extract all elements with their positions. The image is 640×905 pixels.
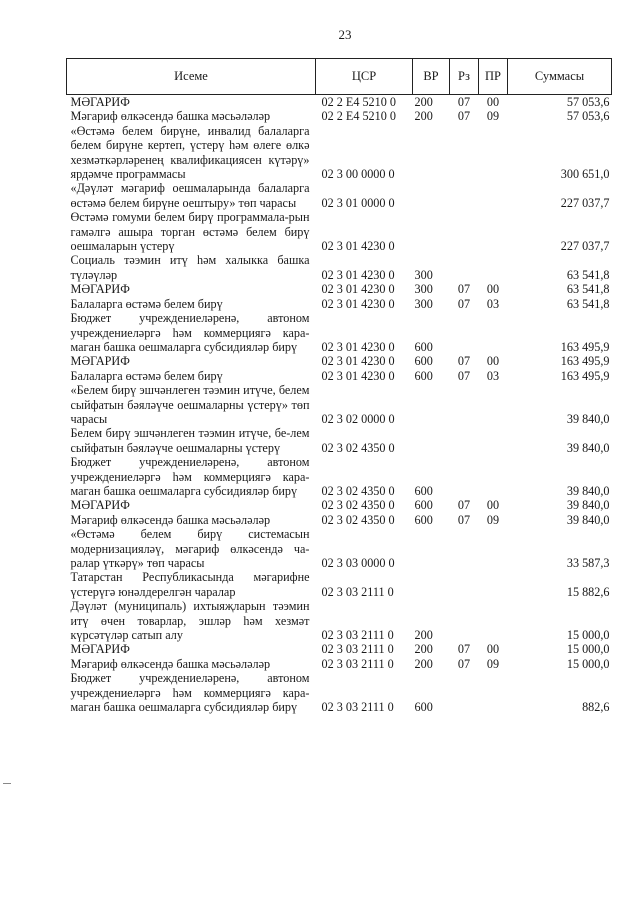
cell-sum: 15 000,0 [566, 628, 610, 643]
table-row [67, 311, 612, 354]
cell-sum: 163 495,9 [560, 339, 610, 354]
budget-table [66, 58, 612, 714]
cell-name: «Өстәмә белем бирүне, инвалид балаларга белем бирүне кертеп, үстерү һәм өлеге өлкә хезмәткәрләренең квалификациясен күтәрү» ярдәмче программасы [70, 123, 310, 182]
header-pr: ПР [479, 59, 508, 95]
page-number: 23 [338, 27, 352, 42]
cell-rz [450, 426, 479, 455]
cell-sum: 39 840,0 [566, 411, 610, 426]
cell-vr [413, 124, 450, 182]
cell-rz: 07 [457, 95, 471, 109]
table-row [67, 599, 612, 642]
cell-vr [413, 383, 450, 426]
cell-vr [413, 181, 450, 210]
header-name: Исеме [67, 59, 316, 95]
header-rz: Рз [450, 59, 479, 95]
cell-csr: 02 3 01 4230 0 [321, 239, 395, 254]
cell-pr [479, 671, 508, 714]
cell-sum: 63 541,8 [566, 282, 610, 297]
cell-csr: 02 2 Е4 5210 0 [321, 109, 396, 124]
cell-csr: 02 3 01 4230 0 [321, 282, 395, 297]
cell-vr [413, 527, 450, 570]
table-row [67, 95, 612, 110]
table-row [67, 455, 612, 498]
cell-name: Дәүләт (муниципаль) ихтыяҗларын тәэмин итү өчен товарлар, эшләр һәм хезмәт күрсәтүләр сатып алу [70, 599, 310, 643]
table-row [67, 383, 612, 426]
cell-name: МӘГАРИФ [70, 498, 130, 513]
table-row [67, 297, 612, 311]
cell-pr: 09 [486, 109, 500, 124]
cell-pr: 00 [486, 282, 500, 297]
cell-csr: 02 3 03 2111 0 [321, 656, 394, 671]
cell-pr [479, 253, 508, 282]
cell-rz: 07 [457, 296, 471, 311]
cell-vr: 200 [414, 628, 433, 643]
cell-name: Өстәмә гомуми белем бирү программала-рын гамәлгә ашыра торган өстәмә белем бирү оешмаларын үстерү [70, 210, 310, 254]
cell-vr: 600 [414, 368, 433, 383]
cell-rz: 07 [457, 642, 471, 657]
table-row [67, 671, 612, 714]
cell-rz [450, 311, 479, 354]
cell-sum: 15 000,0 [566, 656, 610, 671]
table-row [67, 354, 612, 368]
cell-rz [450, 527, 479, 570]
cell-name: МӘГАРИФ [70, 95, 130, 109]
cell-vr [413, 426, 450, 455]
cell-csr: 02 3 02 0000 0 [321, 411, 395, 426]
cell-name: «Белем бирү эшчәнлеген тәэмин итүче, белем сыйфатын бәяләүче оешмаларны үстерү» төп чарасы [70, 383, 310, 426]
cell-vr: 600 [414, 498, 433, 513]
cell-name: Мәгариф өлкәсендә башка мәсьәләләр [70, 512, 271, 527]
cell-sum: 15 000,0 [566, 642, 610, 657]
cell-csr: 02 3 01 4230 0 [321, 267, 395, 282]
cell-rz [450, 671, 479, 714]
cell-vr: 300 [414, 267, 433, 282]
table-header [67, 59, 612, 95]
budget-sheet [66, 58, 611, 714]
cell-sum: 300 651,0 [560, 167, 610, 182]
cell-rz: 07 [457, 498, 471, 513]
cell-pr: 00 [486, 95, 500, 109]
table-row [67, 369, 612, 383]
cell-name: «Өстәмә белем бирү системасын модернизацияләү, мәгариф өлкәсендә ча-ралар үткәрү» төп чарасы [70, 527, 310, 570]
cell-rz [450, 181, 479, 210]
table-row [67, 527, 612, 570]
cell-name: Белем бирү эшчәнлеген тәэмин итүче, бе-лем сыйфатын бәяләүче оешмаларны үстерү [70, 426, 310, 455]
cell-csr: 02 3 03 2111 0 [321, 628, 394, 643]
cell-vr: 600 [414, 700, 433, 715]
cell-pr [479, 181, 508, 210]
cell-name: МӘГАРИФ [70, 282, 130, 297]
cell-rz: 07 [457, 512, 471, 527]
cell-name: Бюджет учреждениеләренә, автоном учреждениеләргә һәм коммерциягә кара-маган башка оешмаларга субсидияләр бирү [70, 455, 310, 498]
table-row [67, 124, 612, 182]
cell-sum: 882,6 [582, 700, 610, 715]
cell-rz: 07 [457, 656, 471, 671]
table-body [67, 95, 612, 715]
cell-rz [450, 210, 479, 253]
cell-csr: 02 3 03 2111 0 [321, 642, 394, 657]
cell-pr [479, 124, 508, 182]
cell-csr: 02 2 Е4 5210 0 [321, 95, 396, 109]
cell-csr: 02 3 01 4230 0 [321, 296, 395, 311]
table-row [67, 642, 612, 656]
cell-csr: 02 3 00 0000 0 [321, 167, 395, 182]
cell-name: Бюджет учреждениеләренә, автоном учреждениеләргә һәм коммерциягә кара-маган башка оешмаларга субсидияләр бирү [70, 311, 310, 354]
cell-rz: 07 [457, 282, 471, 297]
cell-pr: 03 [486, 368, 500, 383]
cell-name: Мәгариф өлкәсендә башка мәсьәләләр [70, 656, 271, 671]
cell-csr: 02 3 03 0000 0 [321, 556, 395, 570]
cell-sum: 57 053,6 [566, 95, 610, 109]
cell-pr [479, 210, 508, 253]
cell-rz [450, 599, 479, 642]
cell-rz [450, 253, 479, 282]
header-row [67, 59, 612, 95]
table-row [67, 210, 612, 253]
cell-csr: 02 3 02 4350 0 [321, 512, 395, 527]
header-sum: Суммасы [508, 59, 612, 95]
cell-vr: 600 [414, 354, 433, 369]
cell-name: МӘГАРИФ [70, 642, 130, 657]
cell-csr: 02 3 01 4230 0 [321, 368, 395, 383]
cell-pr: 09 [486, 512, 500, 527]
cell-rz [450, 570, 479, 599]
cell-name: Социаль тәэмин итү һәм халыкка башка түләүләр [70, 253, 310, 282]
table-row [67, 109, 612, 123]
cell-sum: 39 840,0 [566, 498, 610, 513]
cell-sum: 227 037,7 [560, 195, 610, 210]
table-row [67, 181, 612, 210]
table-row [67, 570, 612, 599]
cell-rz [450, 455, 479, 498]
table-row [67, 426, 612, 455]
cell-csr: 02 3 03 2111 0 [321, 700, 394, 715]
cell-vr: 300 [414, 282, 433, 297]
cell-rz [450, 124, 479, 182]
table-row [67, 657, 612, 671]
cell-vr: 200 [414, 95, 433, 109]
cell-csr: 02 3 01 4230 0 [321, 354, 395, 369]
cell-vr: 200 [414, 656, 433, 671]
cell-sum: 163 495,9 [560, 354, 610, 369]
cell-pr: 09 [486, 656, 500, 671]
cell-vr [413, 570, 450, 599]
header-csr: ЦСР [316, 59, 413, 95]
cell-pr [479, 426, 508, 455]
cell-sum: 57 053,6 [566, 109, 610, 124]
cell-pr [479, 570, 508, 599]
cell-pr: 03 [486, 296, 500, 311]
cell-name: Балаларга өстәмә белем бирү [70, 296, 223, 311]
cell-sum: 39 840,0 [566, 440, 610, 455]
cell-pr: 00 [486, 498, 500, 513]
cell-name: Балаларга өстәмә белем бирү [70, 368, 223, 383]
cell-name: МӘГАРИФ [70, 354, 130, 369]
cell-vr: 300 [414, 296, 433, 311]
cell-rz: 07 [457, 354, 471, 369]
cell-sum: 33 587,3 [566, 556, 610, 570]
cell-csr: 02 3 03 2111 0 [321, 584, 394, 599]
cell-name: Татарстан Республикасында мәгарифне үстерүгә юнәлдерелгән чаралар [70, 570, 310, 599]
header-vr: ВР [413, 59, 450, 95]
cell-vr: 200 [414, 642, 433, 657]
cell-pr: 00 [486, 642, 500, 657]
cell-name: Бюджет учреждениеләренә, автоном учреждениеләргә һәм коммерциягә кара-маган башка оешмаларга субсидияләр бирү [70, 671, 310, 715]
cell-vr: 600 [414, 483, 433, 498]
cell-csr: 02 3 02 4350 0 [321, 440, 395, 455]
cell-pr [479, 527, 508, 570]
table-row [67, 498, 612, 512]
scan-mark [3, 783, 11, 784]
cell-rz [450, 383, 479, 426]
table-row [67, 282, 612, 296]
table-row [67, 513, 612, 527]
cell-vr: 600 [414, 512, 433, 527]
cell-vr [413, 210, 450, 253]
cell-sum: 15 882,6 [566, 584, 610, 599]
table-row [67, 253, 612, 282]
cell-name: «Дәүләт мәгариф оешмаларында балаларга өстәмә белем бирүне оештыру» төп чарасы [70, 181, 310, 210]
cell-vr: 200 [414, 109, 433, 124]
cell-pr: 00 [486, 354, 500, 369]
cell-pr [479, 455, 508, 498]
cell-sum: 227 037,7 [560, 239, 610, 254]
cell-sum: 163 495,9 [560, 368, 610, 383]
cell-pr [479, 383, 508, 426]
cell-sum: 39 840,0 [566, 512, 610, 527]
cell-csr: 02 3 02 4350 0 [321, 483, 395, 498]
cell-rz: 07 [457, 368, 471, 383]
cell-pr [479, 599, 508, 642]
cell-sum: 63 541,8 [566, 296, 610, 311]
cell-sum: 63 541,8 [566, 267, 610, 282]
cell-csr: 02 3 01 4230 0 [321, 339, 395, 354]
cell-pr [479, 311, 508, 354]
cell-vr: 600 [414, 339, 433, 354]
cell-rz: 07 [457, 109, 471, 124]
cell-csr: 02 3 01 0000 0 [321, 195, 395, 210]
cell-csr: 02 3 02 4350 0 [321, 498, 395, 513]
cell-name: Мәгариф өлкәсендә башка мәсьәләләр [70, 109, 271, 124]
cell-sum: 39 840,0 [566, 483, 610, 498]
